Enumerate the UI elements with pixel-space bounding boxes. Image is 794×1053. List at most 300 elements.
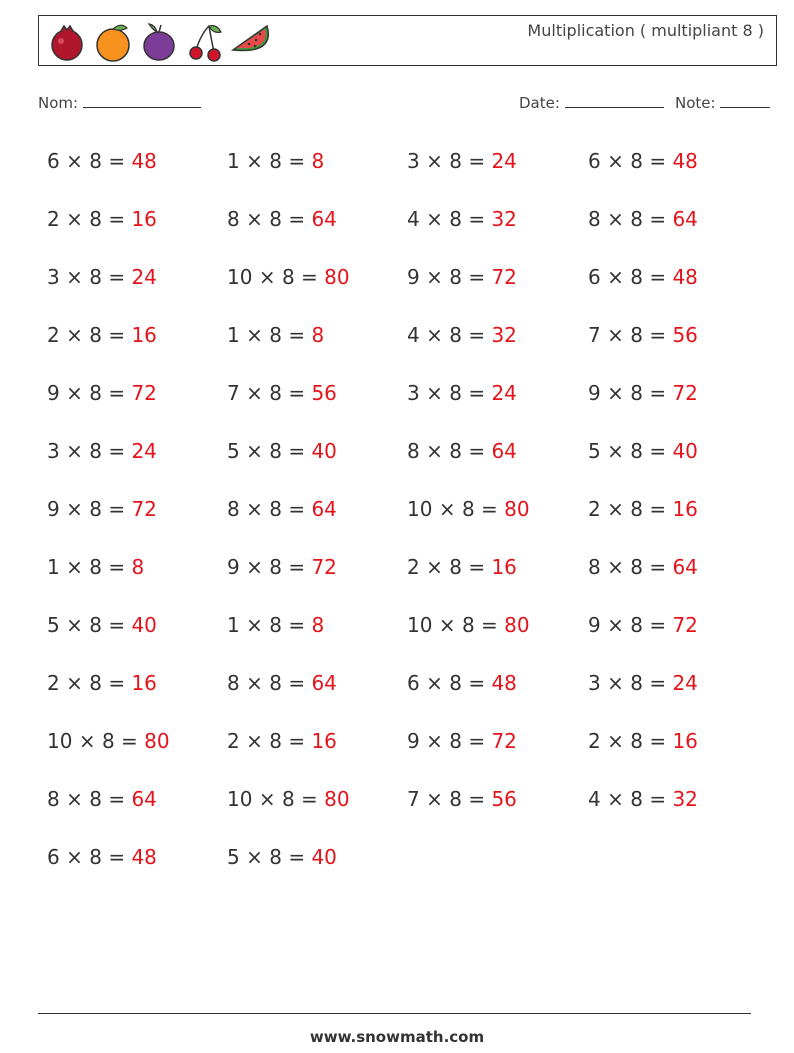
problem-item <box>47 149 157 173</box>
problem-answer: 80 <box>504 613 530 637</box>
problem-multiplicand: 9 <box>47 381 60 405</box>
equals-sign: = <box>468 555 486 579</box>
times-sign: × <box>78 729 96 753</box>
times-sign: × <box>426 439 443 463</box>
equals-sign: = <box>108 323 126 347</box>
problem-multiplier: 8 <box>461 497 475 521</box>
date-label: Date: <box>519 94 560 112</box>
problem-answer: 72 <box>311 555 337 579</box>
problem-answer: 16 <box>491 555 517 579</box>
problem-answer: 72 <box>131 381 157 405</box>
problem-item <box>47 439 157 463</box>
name-field <box>38 93 201 112</box>
equals-sign: = <box>108 555 126 579</box>
times-sign: × <box>426 555 443 579</box>
problem-multiplier: 8 <box>89 787 102 811</box>
times-sign: × <box>66 671 83 695</box>
worksheet-header <box>38 15 777 66</box>
times-sign: × <box>66 149 83 173</box>
equals-sign: = <box>649 265 667 289</box>
problem-answer: 24 <box>672 671 698 695</box>
problem-answer: 72 <box>672 613 698 637</box>
problem-item <box>407 265 517 289</box>
problem-multiplier: 8 <box>269 845 282 869</box>
problem-answer: 80 <box>144 729 170 753</box>
times-sign: × <box>258 787 276 811</box>
equals-sign: = <box>288 207 306 231</box>
problem-answer: 32 <box>672 787 698 811</box>
problem-multiplier: 8 <box>630 381 643 405</box>
equals-sign: = <box>468 787 486 811</box>
problem-item <box>588 439 698 463</box>
problem-answer: 72 <box>491 729 517 753</box>
problem-multiplier: 8 <box>269 149 282 173</box>
problem-item <box>407 381 517 405</box>
problem-item <box>227 381 337 405</box>
times-sign: × <box>66 439 83 463</box>
problem-item <box>407 671 517 695</box>
problem-multiplier: 8 <box>269 323 282 347</box>
problem-multiplier: 8 <box>630 613 643 637</box>
problem-item <box>227 323 324 347</box>
times-sign: × <box>246 729 263 753</box>
problem-multiplier: 8 <box>89 845 102 869</box>
problem-item <box>227 845 337 869</box>
times-sign: × <box>607 381 624 405</box>
problem-multiplicand: 1 <box>47 555 60 579</box>
date-blank[interactable] <box>565 93 664 108</box>
equals-sign: = <box>108 845 126 869</box>
equals-sign: = <box>108 207 126 231</box>
problem-multiplicand: 1 <box>227 149 240 173</box>
problem-multiplicand: 10 <box>227 787 253 811</box>
problem-multiplicand: 10 <box>227 265 253 289</box>
problem-item <box>227 729 337 753</box>
equals-sign: = <box>468 671 486 695</box>
equals-sign: = <box>288 845 306 869</box>
equals-sign: = <box>649 555 667 579</box>
times-sign: × <box>246 207 263 231</box>
problem-multiplier: 8 <box>281 787 295 811</box>
problem-multiplier: 8 <box>269 497 282 521</box>
times-sign: × <box>607 787 624 811</box>
problem-multiplier: 8 <box>630 671 643 695</box>
problem-multiplier: 8 <box>449 555 462 579</box>
problem-item <box>588 207 698 231</box>
problem-item <box>47 845 157 869</box>
problem-multiplicand: 8 <box>227 497 240 521</box>
problem-multiplicand: 9 <box>47 497 60 521</box>
problem-multiplicand: 9 <box>407 265 420 289</box>
problem-answer: 48 <box>672 149 698 173</box>
times-sign: × <box>426 207 443 231</box>
equals-sign: = <box>468 207 486 231</box>
times-sign: × <box>246 439 263 463</box>
problem-multiplicand: 10 <box>407 613 433 637</box>
times-sign: × <box>66 323 83 347</box>
problem-multiplicand: 2 <box>588 729 601 753</box>
problem-multiplicand: 10 <box>47 729 73 753</box>
problem-multiplicand: 6 <box>588 149 601 173</box>
problem-multiplicand: 5 <box>47 613 60 637</box>
problem-multiplier: 8 <box>630 323 643 347</box>
problem-multiplier: 8 <box>449 149 462 173</box>
problem-multiplicand: 3 <box>47 439 60 463</box>
equals-sign: = <box>108 613 126 637</box>
problem-multiplicand: 4 <box>407 207 420 231</box>
problem-answer: 56 <box>311 381 337 405</box>
problem-answer: 16 <box>672 497 698 521</box>
times-sign: × <box>246 555 263 579</box>
problem-multiplicand: 3 <box>47 265 60 289</box>
times-sign: × <box>246 671 263 695</box>
problem-multiplicand: 8 <box>227 671 240 695</box>
problem-item <box>588 671 698 695</box>
problem-item <box>588 497 698 521</box>
problem-multiplicand: 2 <box>407 555 420 579</box>
problem-multiplier: 8 <box>269 671 282 695</box>
equals-sign: = <box>121 729 138 753</box>
problem-item <box>47 381 157 405</box>
problem-item <box>588 381 698 405</box>
problem-item <box>588 265 698 289</box>
problem-multiplier: 8 <box>449 439 462 463</box>
problem-answer: 72 <box>491 265 517 289</box>
problem-answer: 56 <box>672 323 698 347</box>
equals-sign: = <box>649 439 667 463</box>
problem-multiplicand: 3 <box>588 671 601 695</box>
problem-multiplier: 8 <box>449 729 462 753</box>
watermelon-icon <box>229 20 273 64</box>
problem-item <box>588 613 698 637</box>
problem-answer: 16 <box>131 323 157 347</box>
problem-multiplicand: 6 <box>47 149 60 173</box>
problem-multiplicand: 7 <box>407 787 420 811</box>
problem-answer: 24 <box>491 381 517 405</box>
equals-sign: = <box>288 497 306 521</box>
problem-multiplier: 8 <box>89 323 102 347</box>
problem-answer: 64 <box>491 439 517 463</box>
times-sign: × <box>607 729 624 753</box>
equals-sign: = <box>288 323 306 347</box>
name-label: Nom: <box>38 94 79 112</box>
problem-item <box>47 265 157 289</box>
problem-multiplier: 8 <box>630 265 643 289</box>
times-sign: × <box>426 265 443 289</box>
problem-item <box>227 613 324 637</box>
equals-sign: = <box>108 265 126 289</box>
problem-answer: 8 <box>311 149 325 173</box>
problem-multiplicand: 2 <box>47 323 60 347</box>
problem-multiplier: 8 <box>89 265 102 289</box>
problem-multiplier: 8 <box>461 613 475 637</box>
problem-item <box>227 439 337 463</box>
times-sign: × <box>426 787 443 811</box>
problem-answer: 16 <box>672 729 698 753</box>
problem-multiplier: 8 <box>89 149 102 173</box>
times-sign: × <box>258 265 276 289</box>
times-sign: × <box>246 845 263 869</box>
problem-answer: 48 <box>131 845 157 869</box>
problem-multiplicand: 2 <box>47 207 60 231</box>
problem-answer: 8 <box>311 613 325 637</box>
problem-multiplier: 8 <box>630 149 643 173</box>
times-sign: × <box>66 265 83 289</box>
problem-answer: 64 <box>311 497 337 521</box>
equals-sign: = <box>108 497 126 521</box>
problem-item <box>407 729 517 753</box>
problem-item <box>588 555 698 579</box>
problem-answer: 72 <box>672 381 698 405</box>
equals-sign: = <box>649 149 667 173</box>
problem-item <box>227 207 337 231</box>
problem-multiplier: 8 <box>269 555 282 579</box>
problem-answer: 24 <box>491 149 517 173</box>
problem-multiplier: 8 <box>89 671 102 695</box>
times-sign: × <box>66 787 83 811</box>
problem-multiplier: 8 <box>269 381 282 405</box>
problem-multiplier: 8 <box>89 613 102 637</box>
orange-icon <box>91 20 135 64</box>
problem-item <box>227 497 337 521</box>
problem-item <box>407 439 517 463</box>
problem-answer: 16 <box>131 671 157 695</box>
times-sign: × <box>607 207 624 231</box>
equals-sign: = <box>301 265 318 289</box>
problem-multiplicand: 1 <box>227 613 240 637</box>
problem-answer: 24 <box>131 439 157 463</box>
problem-item <box>588 729 698 753</box>
times-sign: × <box>66 207 83 231</box>
problem-multiplier: 8 <box>269 207 282 231</box>
equals-sign: = <box>649 381 667 405</box>
equals-sign: = <box>468 439 486 463</box>
problem-answer: 80 <box>504 497 530 521</box>
name-blank[interactable] <box>83 93 201 108</box>
problem-multiplier: 8 <box>89 497 102 521</box>
problem-item <box>407 497 530 521</box>
times-sign: × <box>246 497 263 521</box>
problem-item <box>588 149 698 173</box>
equals-sign: = <box>288 439 306 463</box>
worksheet-title: Multiplication ( multipliant 8 ) <box>527 21 764 40</box>
problem-multiplicand: 8 <box>588 555 601 579</box>
equals-sign: = <box>288 613 306 637</box>
times-sign: × <box>607 265 624 289</box>
times-sign: × <box>426 381 443 405</box>
problem-multiplicand: 8 <box>47 787 60 811</box>
problem-item <box>227 555 337 579</box>
problem-multiplier: 8 <box>449 207 462 231</box>
times-sign: × <box>426 671 443 695</box>
problem-multiplier: 8 <box>269 613 282 637</box>
footer-divider <box>38 1013 751 1014</box>
times-sign: × <box>438 497 456 521</box>
problem-item <box>407 323 517 347</box>
equals-sign: = <box>481 613 498 637</box>
grade-field <box>675 93 770 112</box>
problem-item <box>47 497 157 521</box>
problem-multiplicand: 4 <box>588 787 601 811</box>
problem-answer: 48 <box>491 671 517 695</box>
times-sign: × <box>426 149 443 173</box>
equals-sign: = <box>649 787 667 811</box>
problem-answer: 32 <box>491 207 517 231</box>
equals-sign: = <box>108 787 126 811</box>
problem-multiplicand: 9 <box>407 729 420 753</box>
problem-answer: 80 <box>324 787 350 811</box>
pomegranate-icon <box>45 20 89 64</box>
date-field <box>519 93 664 112</box>
problem-item <box>588 323 698 347</box>
problem-multiplier: 8 <box>630 787 643 811</box>
equals-sign: = <box>649 729 667 753</box>
times-sign: × <box>246 323 263 347</box>
problem-item <box>47 787 157 811</box>
problem-multiplicand: 6 <box>588 265 601 289</box>
times-sign: × <box>66 555 83 579</box>
equals-sign: = <box>108 381 126 405</box>
problem-multiplier: 8 <box>630 555 643 579</box>
equals-sign: = <box>649 497 667 521</box>
problem-item <box>588 787 698 811</box>
equals-sign: = <box>108 149 126 173</box>
problem-answer: 56 <box>491 787 517 811</box>
equals-sign: = <box>301 787 318 811</box>
times-sign: × <box>438 613 456 637</box>
problem-multiplier: 8 <box>630 497 643 521</box>
equals-sign: = <box>108 671 126 695</box>
problem-multiplier: 8 <box>89 555 102 579</box>
problem-item <box>407 613 530 637</box>
footer-url: www.snowmath.com <box>309 1028 485 1046</box>
grade-blank[interactable] <box>720 93 770 108</box>
problem-multiplier: 8 <box>630 207 643 231</box>
problem-multiplicand: 5 <box>227 845 240 869</box>
times-sign: × <box>66 613 83 637</box>
problem-answer: 64 <box>131 787 157 811</box>
problem-answer: 64 <box>311 207 337 231</box>
cherries-icon <box>183 20 227 64</box>
problem-multiplier: 8 <box>630 439 643 463</box>
equals-sign: = <box>108 439 126 463</box>
problem-multiplier: 8 <box>269 439 282 463</box>
problem-multiplicand: 2 <box>47 671 60 695</box>
problem-multiplicand: 8 <box>227 207 240 231</box>
problem-multiplier: 8 <box>281 265 295 289</box>
problem-answer: 24 <box>131 265 157 289</box>
times-sign: × <box>607 439 624 463</box>
problem-multiplicand: 7 <box>227 381 240 405</box>
problem-item <box>47 555 144 579</box>
equals-sign: = <box>468 381 486 405</box>
equals-sign: = <box>649 671 667 695</box>
problem-item <box>227 149 324 173</box>
problem-multiplier: 8 <box>449 381 462 405</box>
problem-multiplicand: 6 <box>47 845 60 869</box>
times-sign: × <box>607 149 624 173</box>
problem-answer: 40 <box>311 845 337 869</box>
problem-answer: 64 <box>311 671 337 695</box>
plum-icon <box>137 20 181 64</box>
times-sign: × <box>426 729 443 753</box>
problem-answer: 64 <box>672 207 698 231</box>
times-sign: × <box>66 381 83 405</box>
problem-answer: 8 <box>311 323 325 347</box>
problem-item <box>47 729 170 753</box>
equals-sign: = <box>288 149 306 173</box>
problem-item <box>407 787 517 811</box>
equals-sign: = <box>649 207 667 231</box>
problem-item <box>47 207 157 231</box>
problem-multiplicand: 2 <box>588 497 601 521</box>
times-sign: × <box>607 671 624 695</box>
problem-multiplier: 8 <box>101 729 115 753</box>
equals-sign: = <box>481 497 498 521</box>
problem-multiplier: 8 <box>630 729 643 753</box>
problem-multiplicand: 8 <box>407 439 420 463</box>
times-sign: × <box>246 149 263 173</box>
problem-multiplicand: 5 <box>588 439 601 463</box>
grade-label: Note: <box>675 94 716 112</box>
problem-answer: 8 <box>131 555 145 579</box>
problem-item <box>47 613 157 637</box>
problem-answer: 32 <box>491 323 517 347</box>
problem-multiplicand: 9 <box>227 555 240 579</box>
problem-answer: 80 <box>324 265 350 289</box>
equals-sign: = <box>468 265 486 289</box>
times-sign: × <box>607 613 624 637</box>
times-sign: × <box>66 845 83 869</box>
problem-item <box>227 671 337 695</box>
problem-item <box>407 149 517 173</box>
problem-item <box>407 207 517 231</box>
times-sign: × <box>246 613 263 637</box>
problem-multiplier: 8 <box>449 265 462 289</box>
problem-multiplicand: 1 <box>227 323 240 347</box>
problem-multiplicand: 8 <box>588 207 601 231</box>
problem-multiplicand: 9 <box>588 613 601 637</box>
times-sign: × <box>426 323 443 347</box>
problem-item <box>47 671 157 695</box>
problem-multiplicand: 6 <box>407 671 420 695</box>
equals-sign: = <box>468 149 486 173</box>
equals-sign: = <box>468 323 486 347</box>
problem-multiplier: 8 <box>89 381 102 405</box>
problem-multiplicand: 3 <box>407 381 420 405</box>
problem-multiplicand: 5 <box>227 439 240 463</box>
equals-sign: = <box>288 729 306 753</box>
problem-multiplicand: 9 <box>588 381 601 405</box>
problem-multiplier: 8 <box>89 439 102 463</box>
problem-answer: 48 <box>672 265 698 289</box>
problem-answer: 16 <box>131 207 157 231</box>
problem-answer: 40 <box>131 613 157 637</box>
problem-multiplicand: 10 <box>407 497 433 521</box>
problem-answer: 48 <box>131 149 157 173</box>
problem-multiplier: 8 <box>269 729 282 753</box>
problem-item <box>407 555 517 579</box>
times-sign: × <box>607 497 624 521</box>
problem-multiplier: 8 <box>449 671 462 695</box>
problem-answer: 64 <box>672 555 698 579</box>
problem-multiplicand: 3 <box>407 149 420 173</box>
equals-sign: = <box>288 381 306 405</box>
times-sign: × <box>607 323 624 347</box>
problem-multiplicand: 4 <box>407 323 420 347</box>
problem-item <box>47 323 157 347</box>
equals-sign: = <box>649 613 667 637</box>
